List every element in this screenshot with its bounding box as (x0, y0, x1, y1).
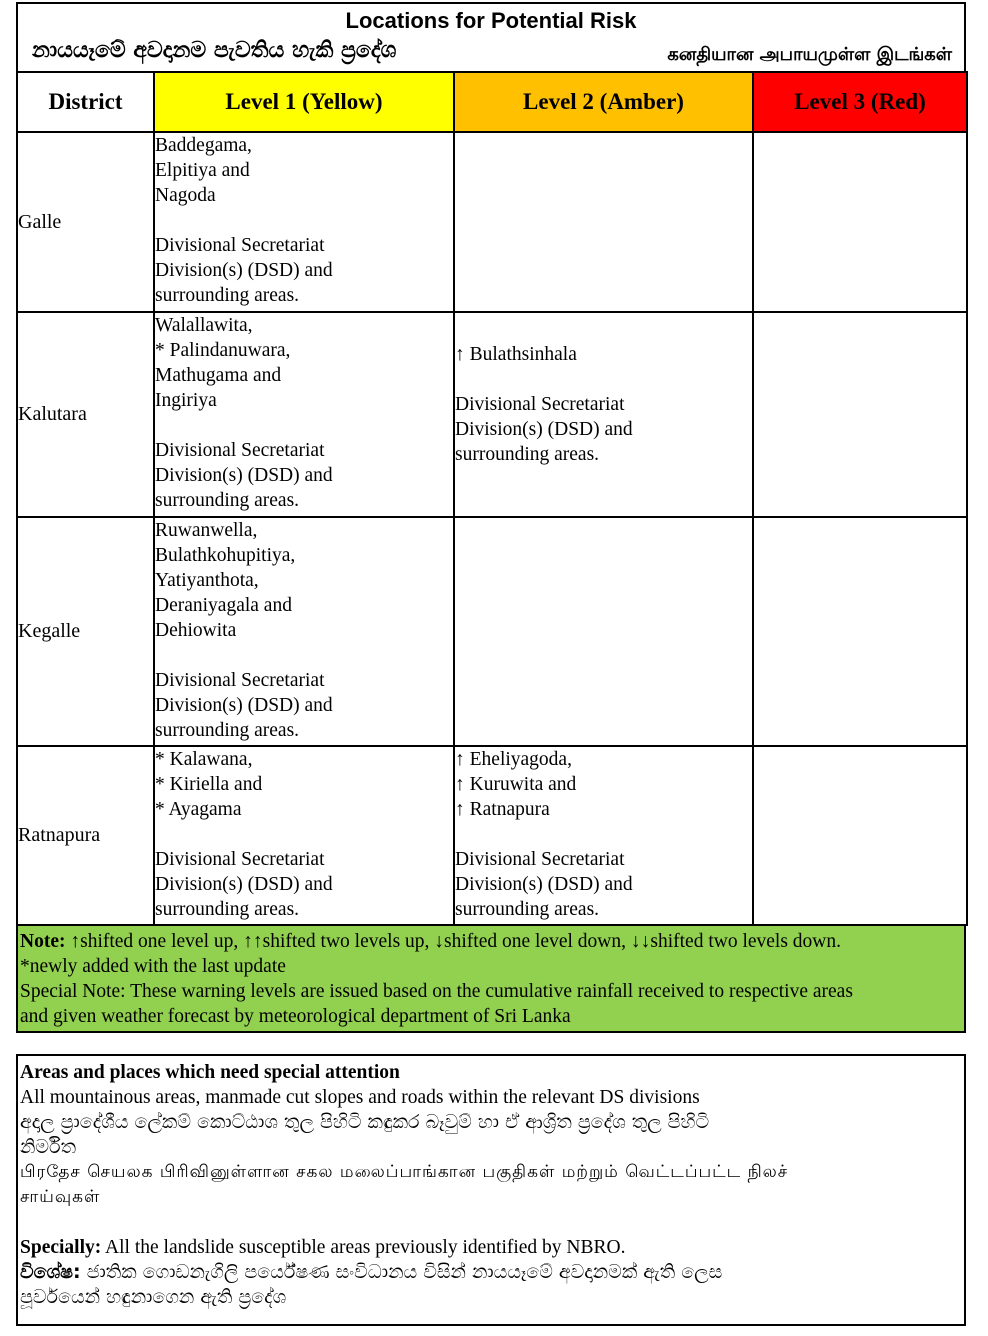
cell-line: Ruwanwella, (155, 520, 258, 541)
cell-line: Division(s) (DSD) and (155, 260, 333, 281)
cell-line: Bulathkohupitiya, (155, 545, 296, 566)
cell-line: Deraniyagala and (155, 595, 292, 616)
level-3-cell (753, 132, 967, 312)
cell-line: Nagoda (155, 185, 216, 206)
header-level-1-yellow: Level 1 (Yellow) (154, 72, 454, 132)
cell-line: surrounding areas. (155, 899, 300, 920)
attention-sinhala-line: නිර්මිත (20, 1136, 76, 1158)
cell-line: Baddegama, (155, 135, 252, 156)
note-label: Note: (20, 931, 66, 952)
level-1-cell (154, 132, 454, 312)
page-title-sinhala: නායයෑමේ අවදානම පැවතිය හැකි ප්‍රදේශ (32, 38, 397, 63)
level-1-cell (154, 746, 454, 925)
special-attention-box (16, 1054, 966, 1326)
table-row (17, 517, 967, 746)
cell-line (155, 643, 453, 668)
note-box (16, 926, 966, 1033)
page-title: Locations for Potential Risk (345, 8, 637, 33)
level-2-cell (454, 746, 753, 925)
cell-line (155, 822, 453, 847)
sinhala-special-line: පූර්වයෙන් හඳුනාගෙන ඇති ප්‍රදේශ (20, 1286, 287, 1308)
district-name: Kalutara (17, 312, 154, 517)
attention-sinhala-line: අදාල ප්‍රාදේශීය ලේකම් කොට්ඨාශ තුල පිහිටි කඳුකර බෑවුම් හා ඒ ආශ්‍රිත ප්‍රදේශ තුල පිහිටි (20, 1111, 710, 1133)
cell-line: Ingiriya (155, 390, 217, 411)
district-name: Galle (17, 132, 154, 312)
cell-line: surrounding areas. (155, 490, 300, 511)
table-row (17, 746, 967, 925)
cell-line: surrounding areas. (155, 285, 300, 306)
cell-line: Division(s) (DSD) and (155, 465, 333, 486)
level-2-cell (454, 312, 753, 517)
cell-line: surrounding areas. (155, 720, 300, 741)
level-3-cell (753, 746, 967, 925)
cell-line: Divisional Secretariat (155, 235, 325, 256)
header-level-2-amber: Level 2 (Amber) (454, 72, 753, 132)
cell-line: * Ayagama (155, 799, 242, 820)
cell-line: ↑ Eheliyagoda, (455, 749, 572, 770)
cell-line (155, 208, 453, 233)
note-legend (20, 929, 961, 954)
cell-line: Divisional Secretariat (155, 849, 325, 870)
special-note-line: and given weather forecast by meteorological department of Sri Lanka (20, 1006, 571, 1027)
table-header-row (17, 72, 967, 132)
cell-line: Divisional Secretariat (155, 670, 325, 691)
cell-line: Mathugama and (155, 365, 282, 386)
cell-line: Division(s) (DSD) and (455, 874, 633, 895)
district-name: Ratnapura (17, 746, 154, 925)
attention-heading-text: Areas and places which need special attention (20, 1062, 400, 1083)
district-name: Kegalle (17, 517, 154, 746)
level-2-cell (454, 517, 753, 746)
sinhala-special-label: විශේෂ: (20, 1261, 81, 1283)
header-district: District (17, 72, 154, 132)
attention-tamil-line: பிரதேச செயலக பிரிவினுள்ளான சகல மலைப்பாங்கான பகுதிகள் மற்றும் வெட்டப்பட்ட நிலச் (20, 1162, 789, 1182)
specially-line (20, 1235, 961, 1260)
cell-line (155, 413, 453, 438)
title-box (16, 2, 966, 71)
level-1-cell (154, 517, 454, 746)
cell-line: ↑ Ratnapura (455, 799, 550, 820)
cell-line: Divisional Secretariat (455, 394, 625, 415)
table-row (17, 132, 967, 312)
level-3-cell (753, 517, 967, 746)
header-level-3-red: Level 3 (Red) (753, 72, 967, 132)
risk-table-section (16, 2, 966, 1033)
page-title-tamil: கனதியான அபாயமுள்ள இடங்கள் (667, 44, 952, 65)
cell-line: Dehiowita (155, 620, 237, 641)
cell-line: Division(s) (DSD) and (155, 874, 333, 895)
cell-line: Walallawita, (155, 315, 253, 336)
attention-tamil-line: சாய்வுகள் (20, 1187, 101, 1207)
level-3-cell (753, 312, 967, 517)
table-row (17, 312, 967, 517)
cell-line: surrounding areas. (455, 444, 600, 465)
cell-line: ↑ Bulathsinhala (455, 344, 577, 365)
spacer (20, 1210, 961, 1235)
cell-line: ↑ Kuruwita and (455, 774, 577, 795)
cell-line (455, 367, 752, 392)
sinhala-special-text: ජාතික ගොඩනැගිලි පර්යේෂණ සංවිධානය විසින් නායයෑමේ අවදානමක් ඇති ලෙස (80, 1261, 723, 1283)
cell-line: Divisional Secretariat (155, 440, 325, 461)
special-note-line: Special Note: These warning levels are issued based on the cumulative rainfall received to respective areas (20, 981, 853, 1002)
cell-line: Division(s) (DSD) and (455, 419, 633, 440)
cell-line: Divisional Secretariat (455, 849, 625, 870)
attention-heading (20, 1060, 961, 1085)
note-newly-added: *newly added with the last update (20, 956, 286, 977)
sinhala-special-line (20, 1260, 961, 1285)
cell-line: Yatiyanthota, (155, 570, 259, 591)
cell-line: * Kiriella and (155, 774, 263, 795)
level-2-cell (454, 132, 753, 312)
cell-line: Elpitiya and (155, 160, 250, 181)
specially-text: All the landslide susceptible areas previously identified by NBRO. (101, 1237, 626, 1258)
attention-english-line: All mountainous areas, manmade cut slopes and roads within the relevant DS divisions (20, 1087, 700, 1108)
note-legend-text: ↑shifted one level up, ↑↑shifted two levels up, ↓shifted one level down, ↓↓shifted two levels down. (65, 931, 842, 952)
specially-label: Specially: (20, 1237, 102, 1258)
cell-line: * Palindanuwara, (155, 340, 291, 361)
cell-line: surrounding areas. (455, 899, 600, 920)
risk-level-table (16, 71, 968, 926)
cell-line: * Kalawana, (155, 749, 253, 770)
cell-line: Division(s) (DSD) and (155, 695, 333, 716)
cell-line (455, 822, 752, 847)
level-1-cell (154, 312, 454, 517)
